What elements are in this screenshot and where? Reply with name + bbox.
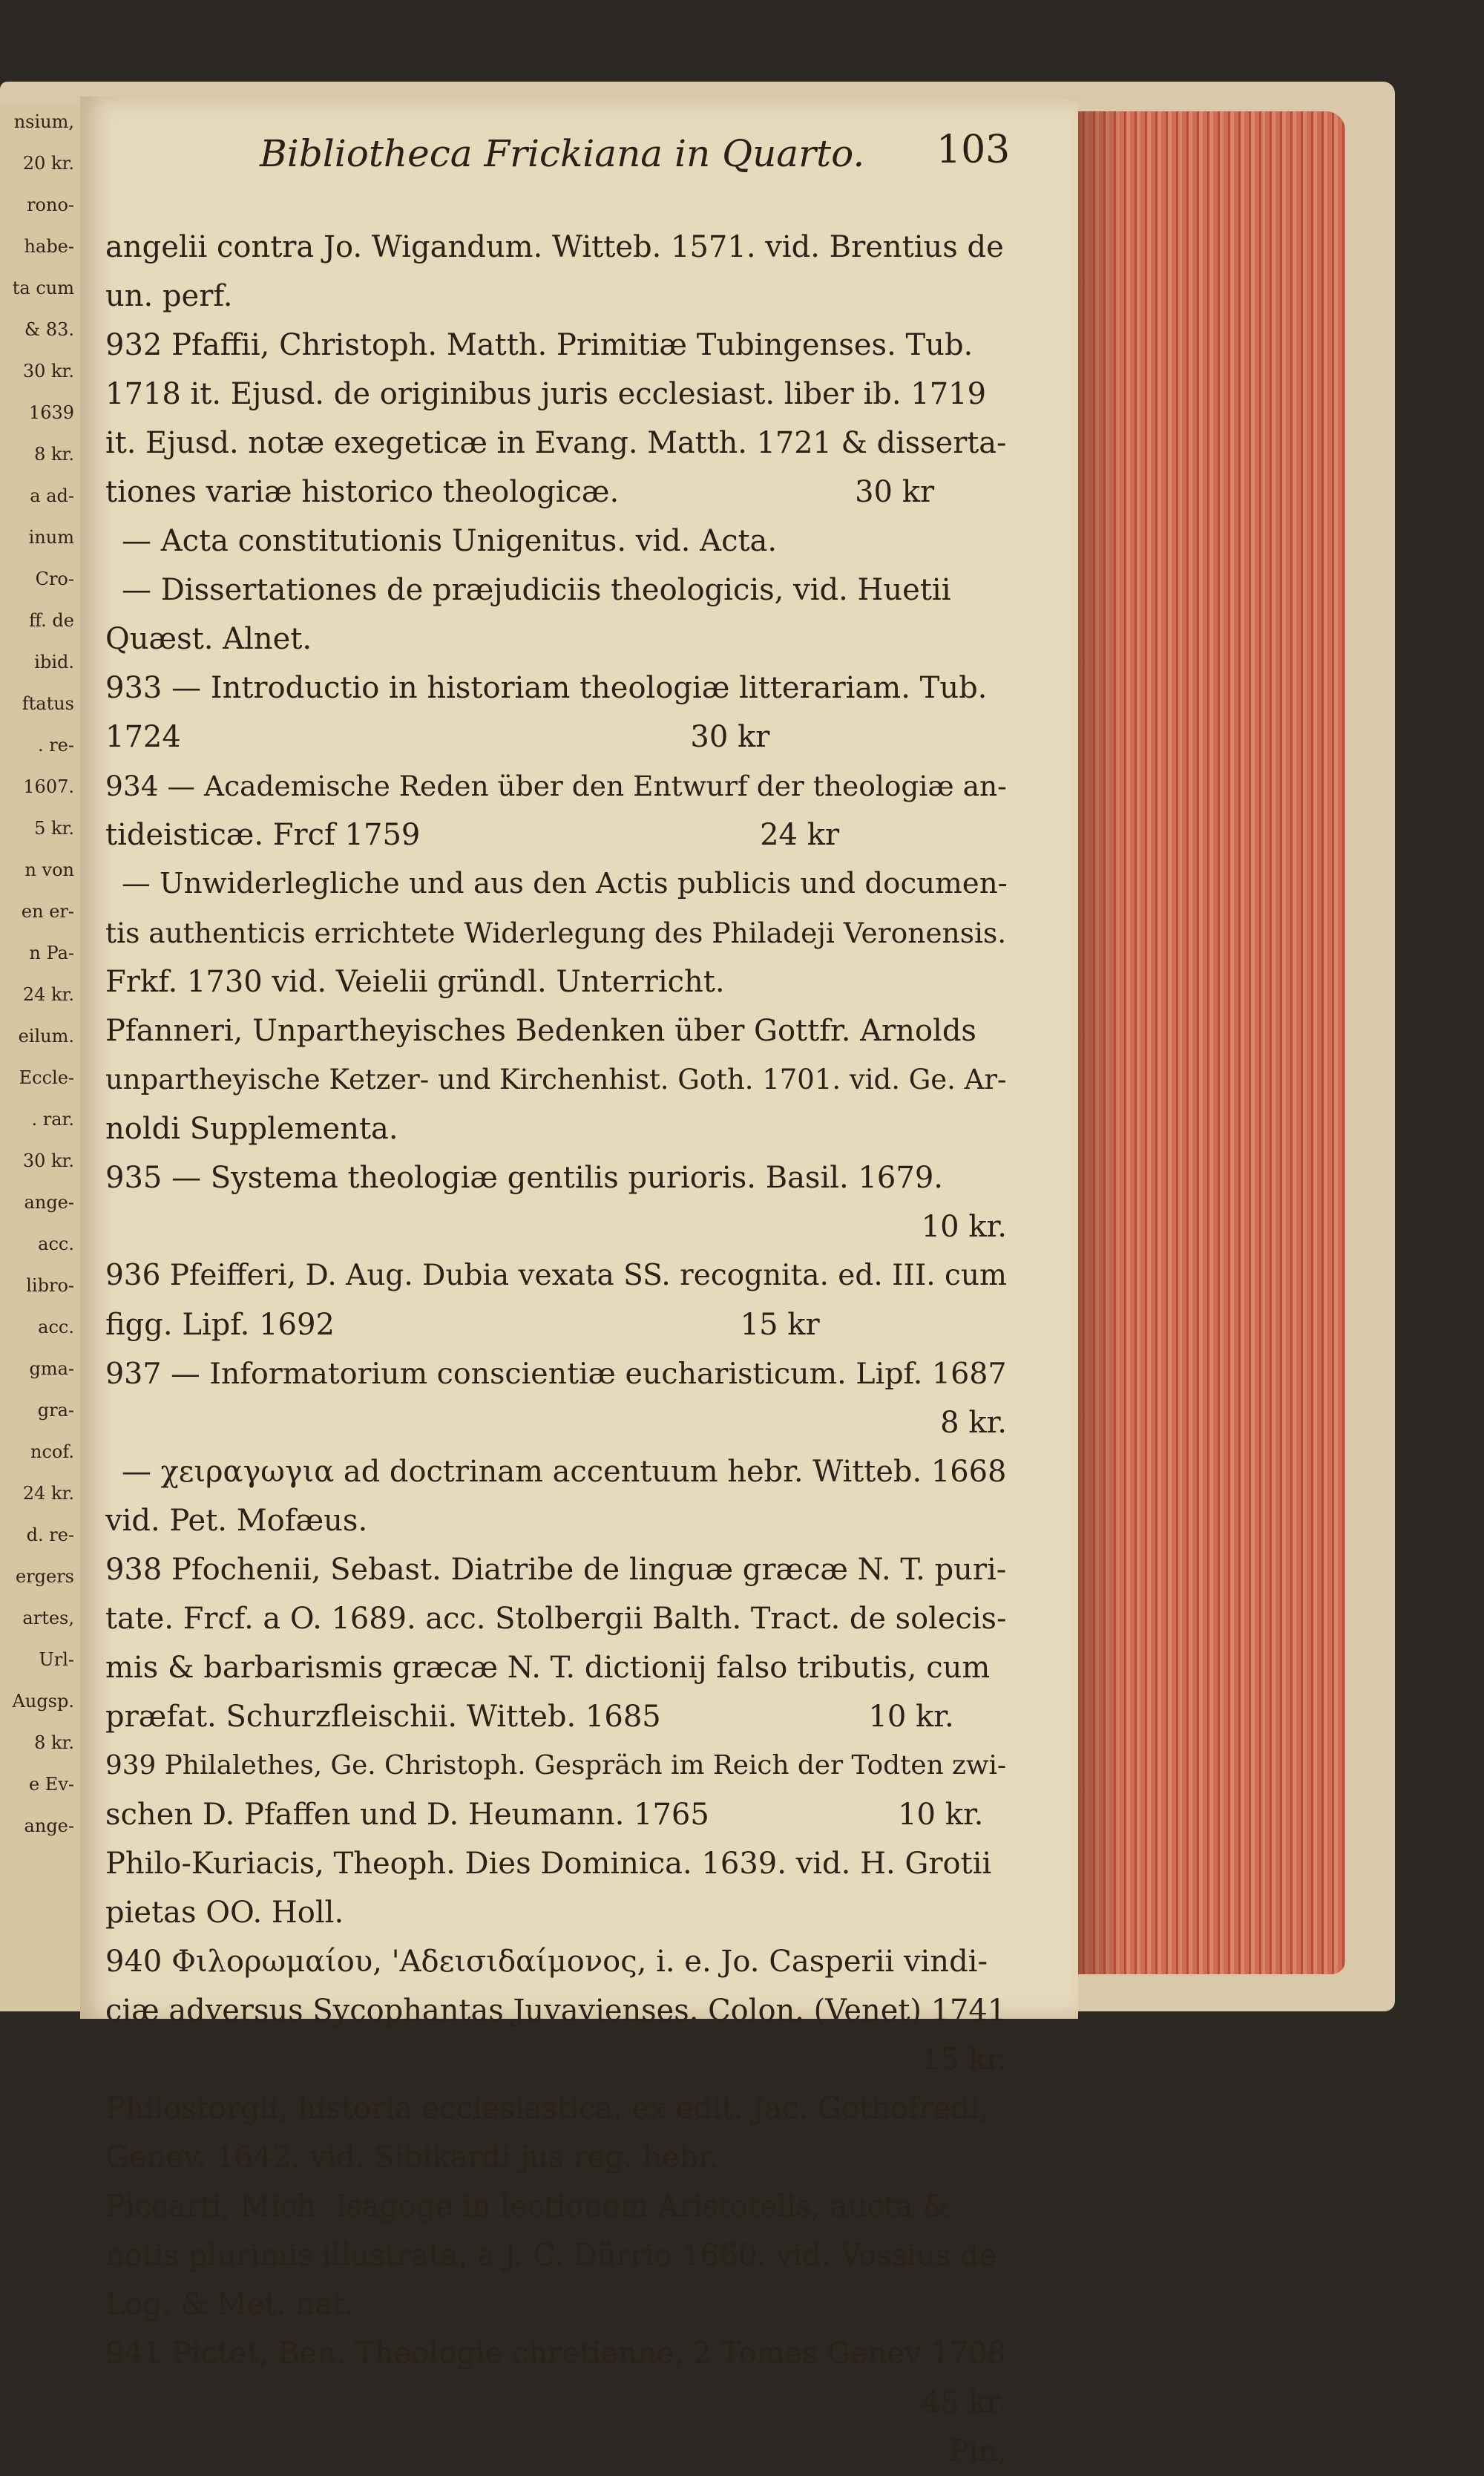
left-page-fragment: e Ev- (28, 1774, 74, 1795)
left-page-fragment: 8 kr. (34, 1732, 74, 1753)
left-page-fragment: 24 kr. (22, 984, 74, 1005)
catalog-line: Pin, (948, 2434, 1007, 2469)
catalog-line: pietas OO. Holl. (105, 1896, 344, 1930)
left-page-fragment: ncof. (30, 1441, 74, 1462)
catalog-line: — Dissertationes de præjudiciis theologicis, vid. Huetii (122, 573, 951, 607)
catalog-line: 15 kr. (921, 2043, 1007, 2077)
catalog-line: 8 kr. (940, 1406, 1007, 1440)
catalog-line: 935 — Systema theologiæ gentilis purioris. Basil. 1679. (105, 1161, 943, 1195)
left-page-fragment: eilum. (18, 1026, 74, 1047)
left-page-fragment: rono- (27, 194, 74, 215)
left-page-fragment: n Pa- (29, 943, 74, 963)
catalog-line: Philo-Kuriacis, Theoph. Dies Dominica. 1639. vid. H. Grotii (105, 1847, 992, 1881)
left-page-fragment: Eccle- (19, 1067, 74, 1088)
left-page-fragment: & 83. (24, 319, 74, 340)
catalog-line: tideisticæ. Frcf 1759 24 kr (105, 818, 840, 852)
catalog-line: 933 — Introductio in historiam theologiæ litterariam. Tub. (105, 671, 988, 705)
catalog-line: unpartheyische Ketzer- und Kirchenhist. Goth. 1701. vid. Ge. Ar- (105, 1064, 1007, 1095)
catalog-line: 941 Pictet, Ben. Theologie chretienne, 2 Tomes Genev 1708 (105, 2336, 1007, 2371)
catalog-line: 932 Pfaffii, Christoph. Matth. Primitiæ Tubingenses. Tub. (105, 328, 974, 362)
left-page-fragment: nsium, (13, 111, 74, 132)
catalog-line: Philostorgii, historia ecclesiastica, ex edit. Jac. Gothofredi, (105, 2092, 989, 2126)
catalog-line: figg. Lipf. 1692 15 kr (105, 1308, 820, 1342)
catalog-line: mis & barbarismis græcæ N. T. dictionij falso tributis, cum (105, 1651, 991, 1685)
left-page-fragment: . rar. (31, 1109, 74, 1130)
catalog-line: notis plurimis illustrata, a J. C. Dürrio 1660. vid. Vossius de (105, 2238, 997, 2273)
left-page-fragment: ftatus (22, 693, 74, 714)
left-page-fragment: 1639 (28, 402, 74, 423)
page-gutter-shadow (1078, 111, 1123, 1974)
catalog-line: vid. Pet. Mofæus. (105, 1504, 368, 1538)
catalog-line: tate. Frcf. a O. 1689. acc. Stolbergii Balth. Tract. de solecis- (105, 1602, 1007, 1636)
left-page-fragment: ibid. (34, 652, 74, 672)
catalog-line: 1718 it. Ejusd. de originibus juris ecclesiast. liber ib. 1719 (105, 377, 987, 411)
left-page-fragment: ff. de (28, 610, 74, 631)
catalog-line: ciæ adversus Sycophantas Juvavienses. Colon. (Venet) 1741 (105, 1994, 1007, 2028)
left-page-fragment: 20 kr. (22, 153, 74, 174)
left-page-fragment: Cro- (35, 569, 74, 589)
catalog-line: Genev. 1642. vid. Sibikardi jus reg. hebr. (105, 2141, 719, 2175)
left-page-fragment: 30 kr. (22, 361, 74, 381)
catalog-line: Piccarti, Mich. Isagoge in lectionem Aristotelis, aucta & (105, 2190, 950, 2224)
catalog-line: angelii contra Jo. Wigandum. Witteb. 1571. vid. Brentius de (105, 230, 1004, 264)
left-page-fragment: gra- (37, 1400, 74, 1421)
left-page-fragment: d. re- (26, 1524, 74, 1545)
catalog-line: 1724 30 kr (105, 720, 770, 754)
left-page-fragment: ta cum (12, 278, 74, 298)
left-page-edge (0, 104, 82, 2011)
catalog-line: it. Ejusd. notæ exegeticæ in Evang. Matth. 1721 & disserta- (105, 426, 1007, 460)
left-page-fragment: a ad- (30, 485, 74, 506)
catalog-line: Pfanneri, Unpartheyisches Bedenken über Gottfr. Arnolds (105, 1014, 976, 1048)
left-page-fragment: inum (28, 527, 74, 548)
left-page-fragment: 1607. (23, 776, 74, 797)
catalog-line: noldi Supplementa. (105, 1112, 398, 1146)
catalog-line: Log. & Met. nat. (105, 2287, 354, 2322)
left-page-fragment: libro- (26, 1275, 74, 1296)
left-page-fragment: 8 kr. (34, 444, 74, 465)
left-page-fragment: en er- (21, 901, 74, 922)
catalog-line: — Unwiderlegliche und aus den Actis publicis und documen- (122, 867, 1008, 900)
left-page-fragment: n von (24, 859, 74, 880)
catalog-line: 938 Pfochenii, Sebast. Diatribe de linguæ græcæ N. T. puri- (105, 1553, 1007, 1587)
left-page-fragment: 5 kr. (34, 818, 74, 839)
page-number: 103 (936, 128, 1011, 172)
catalog-line: tiones variæ historico theologicæ. 30 kr (105, 475, 935, 509)
left-page-fragment: Augsp. (12, 1691, 74, 1712)
left-page-fragment: 24 kr. (22, 1483, 74, 1504)
catalog-line: 934 — Academische Reden über den Entwurf der theologiæ an- (105, 770, 1007, 802)
left-page-fragment: ergers (15, 1566, 74, 1587)
left-page-fragment: 30 kr. (22, 1150, 74, 1171)
catalog-line: — χειραγωγια ad doctrinam accentuum hebr. Witteb. 1668 (122, 1455, 1007, 1489)
catalog-line: Quæst. Alnet. (105, 622, 312, 656)
catalog-line: 45 kr. (921, 2385, 1007, 2420)
left-page-fragment: acc. (38, 1317, 74, 1337)
left-page-fragment: . re- (37, 735, 74, 756)
left-page-fragment: artes, (22, 1608, 74, 1628)
left-page-fragment: ange- (24, 1815, 74, 1836)
left-page-fragment: acc. (38, 1234, 74, 1254)
catalog-line: — Acta constitutionis Unigenitus. vid. Acta. (122, 524, 778, 558)
catalog-line: un. perf. (105, 279, 233, 313)
left-page-fragment: habe- (24, 236, 74, 257)
catalog-line: 936 Pfeifferi, D. Aug. Dubia vexata SS. recognita. ed. III. cum (105, 1259, 1007, 1292)
catalog-line: 937 — Informatorium conscientiæ eucharisticum. Lipf. 1687 (105, 1357, 1007, 1391)
left-page-fragment: gma- (29, 1358, 74, 1379)
left-page-fragment: ange- (24, 1192, 74, 1213)
catalog-line: 940 Φιλορωμαίου, 'Αδεισιδαίμονος, i. e. Jo. Casperii vindi- (105, 1945, 988, 1979)
catalog-text (105, 223, 1007, 2476)
catalog-line: schen D. Pfaffen und D. Heumann. 1765 10 kr. (105, 1798, 984, 1832)
catalog-line: tis authenticis errichtete Widerlegung des Philadeji Veronensis. (105, 917, 1007, 949)
catalog-line: 10 kr. (921, 1210, 1007, 1244)
catalog-line: Frkf. 1730 vid. Veielii gründl. Unterricht. (105, 965, 725, 999)
left-page-fragment: Url- (39, 1649, 74, 1670)
running-header: Bibliotheca Frickiana in Quarto. (260, 132, 865, 175)
catalog-line: præfat. Schurzfleischii. Witteb. 1685 10 kr. (105, 1700, 954, 1734)
catalog-line: 939 Philalethes, Ge. Christoph. Gespräch im Reich der Todten zwi- (105, 1750, 1007, 1781)
